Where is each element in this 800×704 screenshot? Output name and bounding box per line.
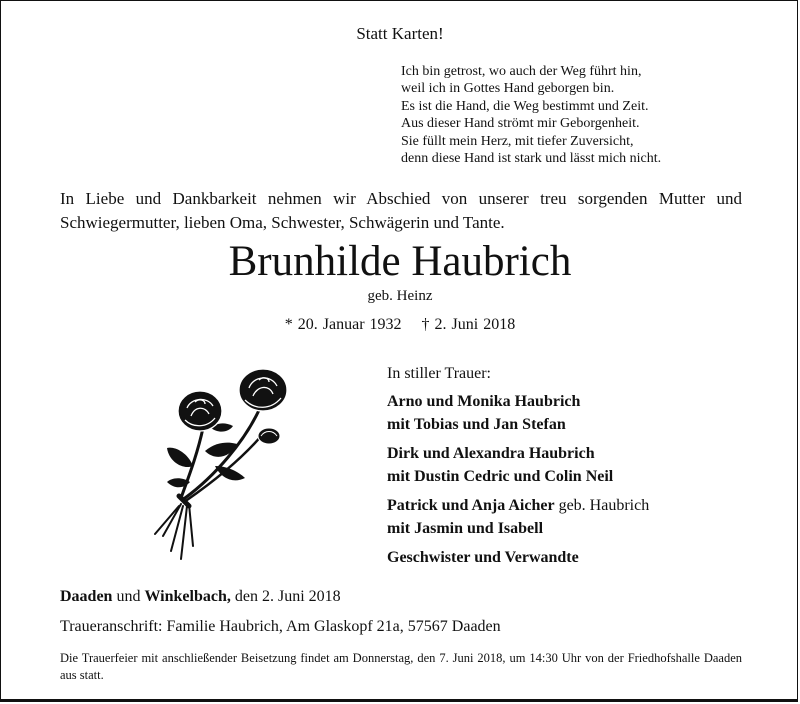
poem-line: denn diese Hand ist stark und lässt mich nicht. — [401, 151, 662, 167]
family-names: Arno und Monika Haubrich — [387, 393, 581, 410]
family-names: Patrick und Anja Aicher — [387, 497, 555, 514]
ceremony-info: Die Trauerfeier mit anschließender Beisetzung findet am Donnerstag, den 7. Juni 2018, um 14:30 Uhr von der Friedhofshalle Daaden aus statt. — [60, 651, 742, 682]
life-dates — [0, 316, 800, 334]
notice-heading: Statt Karten! — [356, 24, 444, 43]
poem-line: Sie füllt mein Herz, mit tiefer Zuversicht, — [401, 133, 634, 149]
place-date — [60, 588, 341, 606]
roses-icon — [145, 366, 305, 566]
place-city-1: Daaden — [60, 588, 113, 605]
family-names: Dirk und Alexandra Haubrich — [387, 445, 595, 462]
family-children: mit Jasmin und Isabell — [387, 520, 544, 537]
poem — [401, 63, 661, 167]
place-city-2: Winkelbach, — [144, 588, 231, 605]
mourner-family — [387, 494, 649, 540]
poem-line: Aus dieser Hand strömt mir Geborgenheit. — [401, 116, 640, 132]
poem-line: weil ich in Gottes Hand geborgen bin. — [401, 81, 615, 97]
family-children: mit Tobias und Jan Stefan — [387, 416, 566, 433]
mourners-list — [387, 390, 649, 575]
family-note: geb. Haubrich — [554, 497, 650, 514]
family-children: mit Dustin Cedric und Colin Neil — [387, 468, 614, 485]
mourner-family — [387, 442, 649, 488]
birth-date: * 20. Januar 1932 — [284, 316, 402, 333]
deceased-name: Brunhilde Haubrich — [228, 238, 572, 285]
relatives: Geschwister und Verwandte — [387, 549, 579, 566]
poem-line: Ich bin getrost, wo auch der Weg führt hin, — [401, 64, 642, 79]
death-date: † 2. Juni 2018 — [421, 316, 516, 333]
intro-text: In Liebe und Dankbarkeit nehmen wir Abschied von unserer treu sorgenden Mutter und Schwiegermutter, lieben Oma, Schwester, Schwägerin und Tante. — [60, 189, 742, 232]
mourning-label: In stiller Trauer: — [387, 365, 491, 382]
maiden-name: geb. Heinz — [367, 288, 433, 304]
place-date-text: den 2. Juni 2018 — [230, 588, 341, 605]
place-connector: und — [112, 588, 145, 605]
mourning-address: Traueranschrift: Familie Haubrich, Am Glaskopf 21a, 57567 Daaden — [60, 618, 501, 635]
mourner-family — [387, 390, 649, 436]
poem-line: Es ist die Hand, die Weg bestimmt und Zeit. — [401, 98, 649, 114]
